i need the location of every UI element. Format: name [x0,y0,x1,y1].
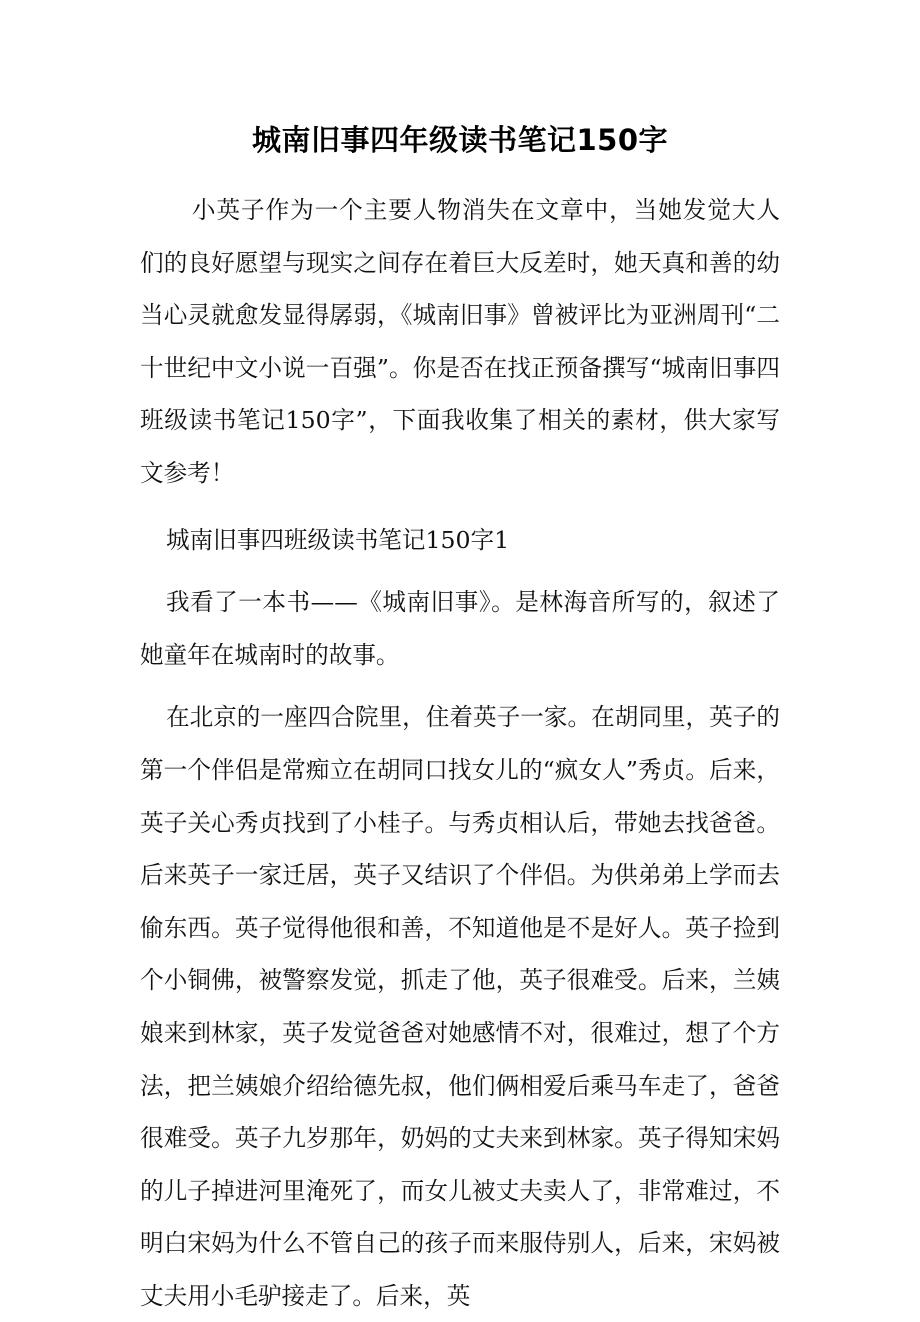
section-heading: 城南旧事四班级读书笔记150字1 [165,525,510,554]
article-body [140,184,780,1322]
page-title: 城南旧事四年级读书笔记150字 [251,123,669,157]
body-paragraph: 在北京的一座四合院里，住着英子一家。在胡同里，英子的第一个伴侣是常痴立在胡同口找女儿的“疯女人”秀贞。后来，英子关心秀贞找到了小桂子。与秀贞相认后，带她去找爸爸。后来英子一家迁居，英子又结识了个伴侣。为供弟弟上学而去偷东西。英子觉得他很和善，不知道他是不是好人。英子捡到个小铜佛，被警察发觉，抓走了他，英子很难受。后来，兰姨娘来到林家，英子发觉爸爸对她感情不对，很难过，想了个方法，把兰姨娘介绍给德先叔，他们俩相爱后乘马车走了，爸爸很难受。英子九岁那年，奶妈的丈夫来到林家。英子得知宋妈的儿子掉进河里淹死了，而女儿被丈夫卖人了，非常难过，不明白宋妈为什么不管自己的孩子而来服侍别人，后来，宋妈被丈夫用小毛驴接走了。后来，英 [140,703,780,1310]
body-paragraph: 我看了一本书——《城南旧事》。是林海音所写的，叙述了她童年在城南时的故事。 [140,588,780,669]
intro-paragraph: 小英子作为一个主要人物消失在文章中，当她发觉大人们的良好愿望与现实之间存在着巨大反差时，她天真和善的幼当心灵就愈发显得孱弱，《城南旧事》曾被评比为亚洲周刊“二十世纪中文小说一百强”。你是否在找正预备撰写“城南旧事四班级读书笔记150字”，下面我收集了相关的素材，供大家写文参考！ [140,196,780,487]
